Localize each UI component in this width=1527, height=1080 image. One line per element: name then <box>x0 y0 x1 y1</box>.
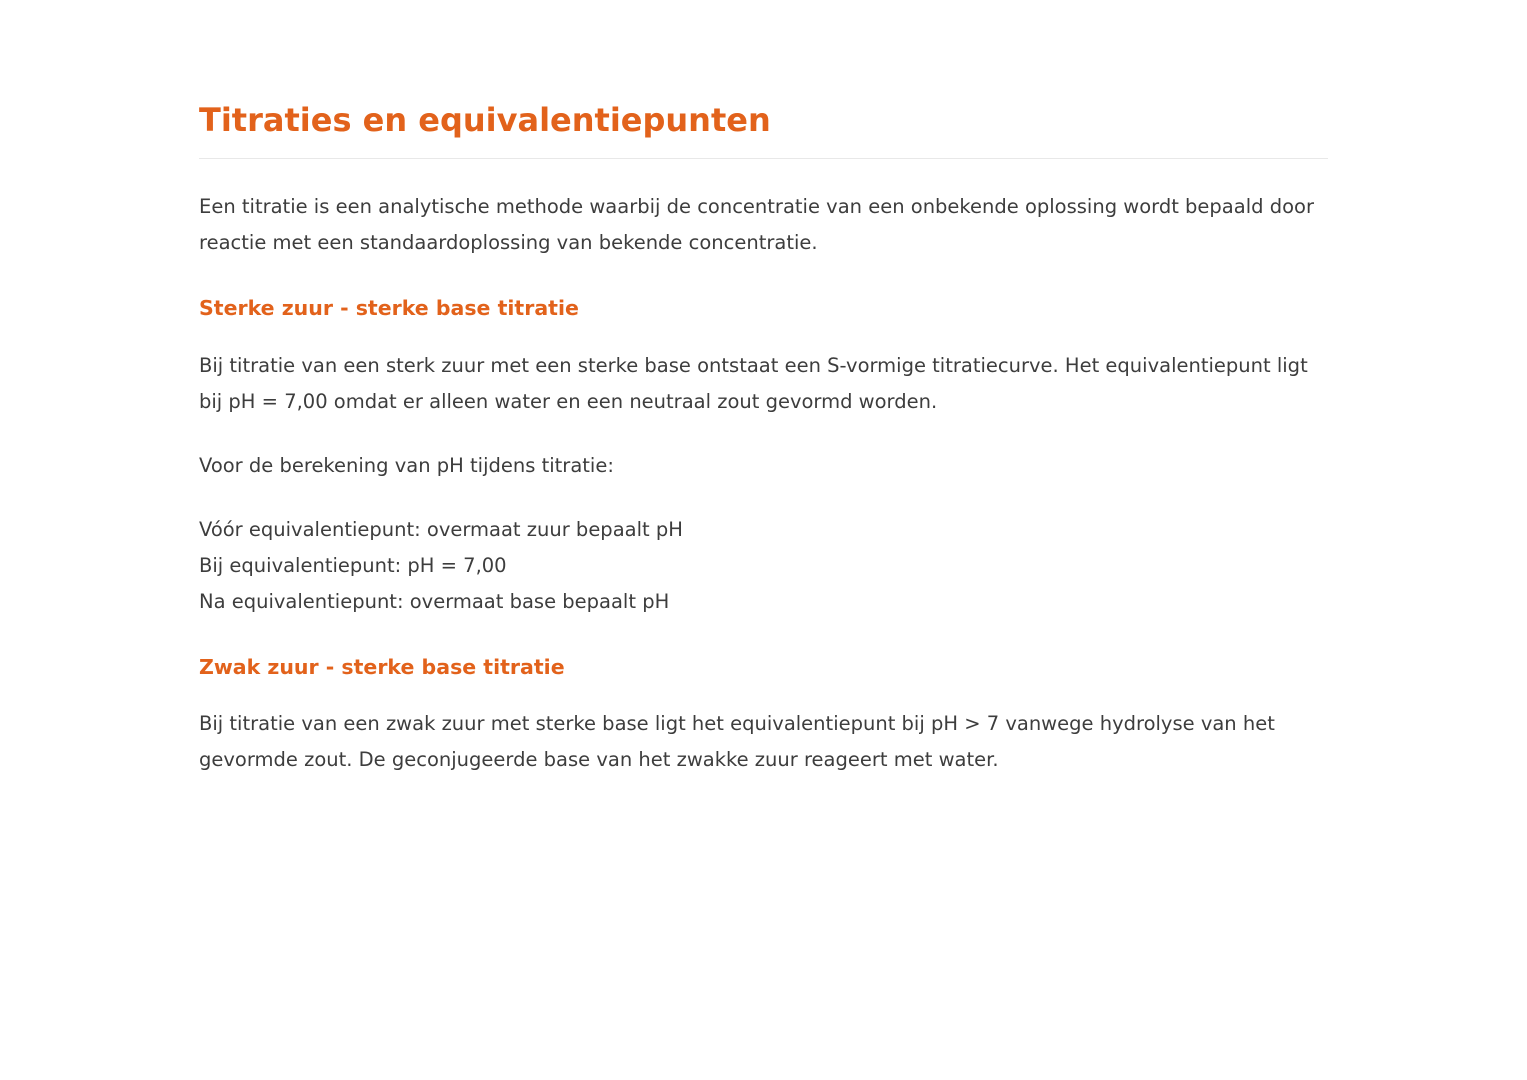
line-at-equivalence-point: Bij equivalentiepunt: pH = 7,00 <box>199 553 507 577</box>
line-after-equivalence-point: Na equivalentiepunt: overmaat base bepaalt pH <box>199 589 670 613</box>
section-heading-weak-acid-strong-base: Zwak zuur - sterke base titratie <box>199 654 565 679</box>
strong-acid-description-paragraph: Bij titratie van een sterk zuur met een sterke base ontstaat een S-vormige titratiecurve. Het equivalentiepunt ligt bij pH = 7,00 omdat er alleen water en een neutraal zout gevormd worden. <box>199 353 1308 413</box>
line-before-equivalence-point: Vóór equivalentiepunt: overmaat zuur bepaalt pH <box>199 517 683 541</box>
section-heading-strong-acid-strong-base: Sterke zuur - sterke base titratie <box>199 296 579 320</box>
intro-paragraph: Een titratie is een analytische methode waarbij de concentratie van een onbekende oplossing wordt bepaald door reactie met een standaardoplossing van bekende concentratie. <box>199 195 1314 254</box>
page-title: Titraties en equivalentiepunten <box>199 101 771 139</box>
title-divider <box>199 158 1328 159</box>
content-container <box>199 0 1328 778</box>
ph-calculation-intro-paragraph: Voor de berekening van pH tijdens titratie: <box>199 453 614 477</box>
weak-acid-description-paragraph: Bij titratie van een zwak zuur met sterke base ligt het equivalentiepunt bij pH > 7 vanwege hydrolyse van het gevormde zout. De geconjugeerde base van het zwakke zuur reageert met water. <box>199 712 1275 772</box>
ph-calculation-lines <box>199 512 1328 620</box>
